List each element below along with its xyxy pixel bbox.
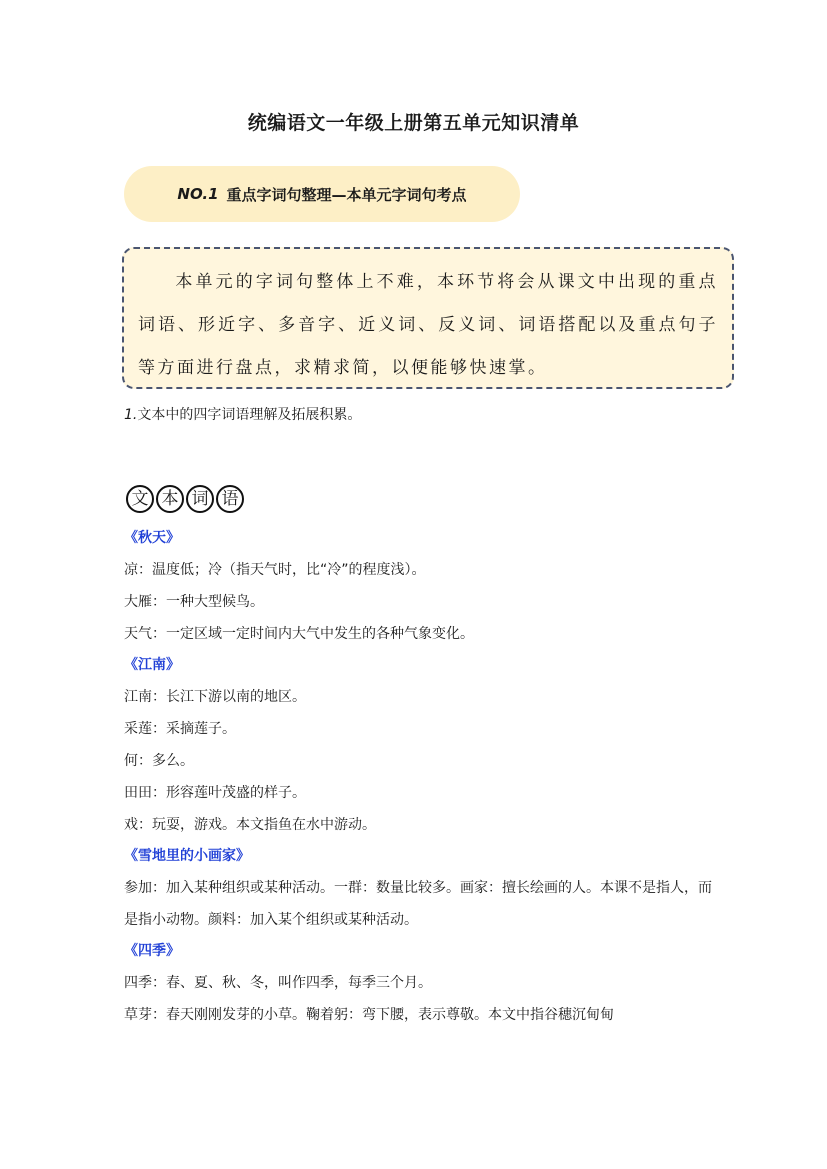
lesson-title: 《雪地里的小画家》 <box>124 848 250 864</box>
section-number: NO.1 <box>177 185 219 203</box>
vocab-entry: 江南：长江下游以南的地区。 <box>124 689 306 705</box>
vocab-entry: 参加：加入某种组织或某种活动。一群：数量比较多。画家：擅长绘画的人。本课不是指人，而是指小动物。颜料：加入某个组织或某种活动。 <box>124 880 712 928</box>
vocab-entry: 天气：一定区域一定时间内大气中发生的各种气象变化。 <box>124 626 474 642</box>
intro-box: 本单元的字词句整体上不难，本环节将会从课文中出现的重点词语、形近字、多音字、近义词、反义词、词语搭配以及重点句子等方面进行盘点，求精求简，以便能够快速掌。 <box>122 247 734 389</box>
lesson-title: 《四季》 <box>124 943 180 959</box>
badge-char: 词 <box>186 485 214 513</box>
section-title: 重点字词句整理—本单元字词句考点 <box>226 185 467 204</box>
vocab-entry: 田田：形容莲叶茂盛的样子。 <box>124 785 306 801</box>
subsection-heading <box>124 404 361 424</box>
section-heading <box>124 166 520 222</box>
page-title: 统编语文一年级上册第五单元知识清单 <box>247 112 580 134</box>
vocab-entry: 草芽：春天刚刚发芽的小草。鞠着躬：弯下腰，表示尊敬。本文中指谷穗沉甸甸 <box>124 1007 614 1023</box>
badge-char: 语 <box>216 485 244 513</box>
subsection-text: 文本中的四字词语理解及拓展积累。 <box>137 407 362 423</box>
vocab-entry: 戏：玩耍，游戏。本文指鱼在水中游动。 <box>124 817 376 833</box>
vocab-entry: 凉：温度低；冷（指天气时，比“冷”的程度浅）。 <box>124 562 426 578</box>
lesson-title: 《江南》 <box>124 657 180 673</box>
badge-char: 本 <box>156 485 184 513</box>
vocabulary-list <box>124 523 714 1031</box>
subsection-number: 1. <box>124 407 138 423</box>
vocab-entry: 采莲：采摘莲子。 <box>124 721 236 737</box>
badge-char: 文 <box>126 485 154 513</box>
vocab-entry: 四季：春、夏、秋、冬，叫作四季，每季三个月。 <box>124 975 432 991</box>
vocab-entry: 大雁：一种大型候鸟。 <box>124 594 264 610</box>
lesson-title: 《秋天》 <box>124 530 180 546</box>
text-words-badge <box>126 485 244 513</box>
vocab-entry: 何：多么。 <box>124 753 194 769</box>
